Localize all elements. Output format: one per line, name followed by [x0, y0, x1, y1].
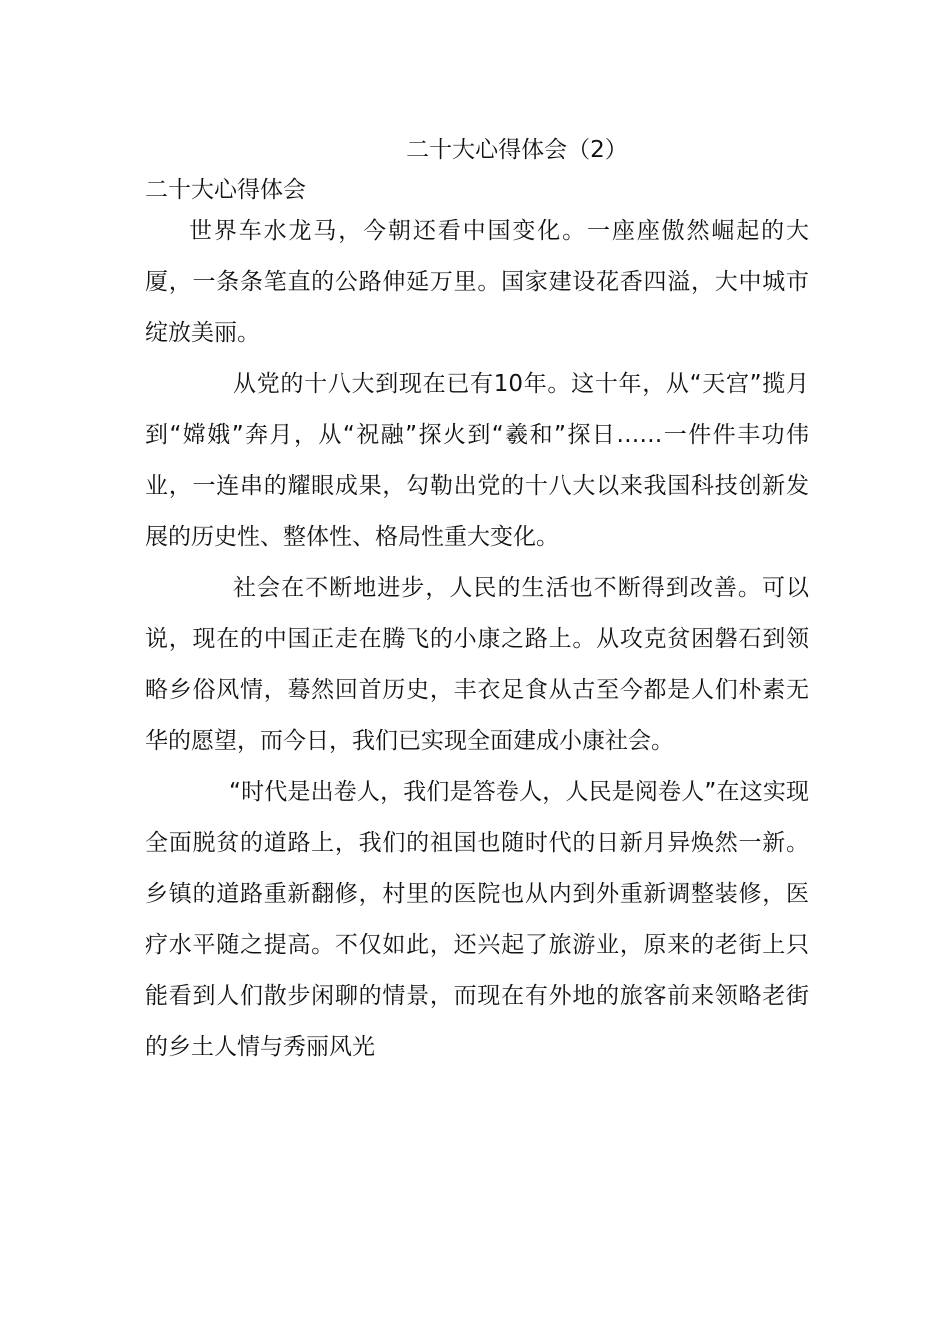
paragraph-2: 从党的十八大到现在已有10年。这十年，从“天宫”揽月到“嫦娥”奔月，从“祝融”探火到“羲和”探日……一件件丰功伟业，一连串的耀眼成果，勾勒出党的十八大以来我国科技创新发展的历史性、整体性、格局性重大变化。: [145, 371, 809, 550]
document-title: 二十大心得体会（2）: [406, 137, 628, 163]
document-subtitle: 二十大心得体会: [145, 177, 306, 203]
paragraph-1: 世界车水龙马，今朝还看中国变化。一座座傲然崛起的大厦，一条条笔直的公路伸延万里。国家建设花香四溢，大中城市绽放美丽。: [145, 218, 809, 346]
paragraph-4: “时代是出卷人，我们是答卷人，人民是阅卷人”在这实现全面脱贫的道路上，我们的祖国也随时代的日新月异焕然一新。乡镇的道路重新翻修，村里的医院也从内到外重新调整装修，医疗水平随之提高。不仅如此，还兴起了旅游业，原来的老街上只能看到人们散步闲聊的情景，而现在有外地的旅客前来领略老街的乡土人情与秀丽风光: [145, 779, 809, 1060]
document-body: [145, 132, 809, 1073]
paragraph-3: 社会在不断地进步，人民的生活也不断得到改善。可以说，现在的中国正走在腾飞的小康之路上。从攻克贫困磐石到领略乡俗风情，蓦然回首历史，丰衣足食从古至今都是人们朴素无华的愿望，而今日，我们已实现全面建成小康社会。: [145, 575, 809, 754]
